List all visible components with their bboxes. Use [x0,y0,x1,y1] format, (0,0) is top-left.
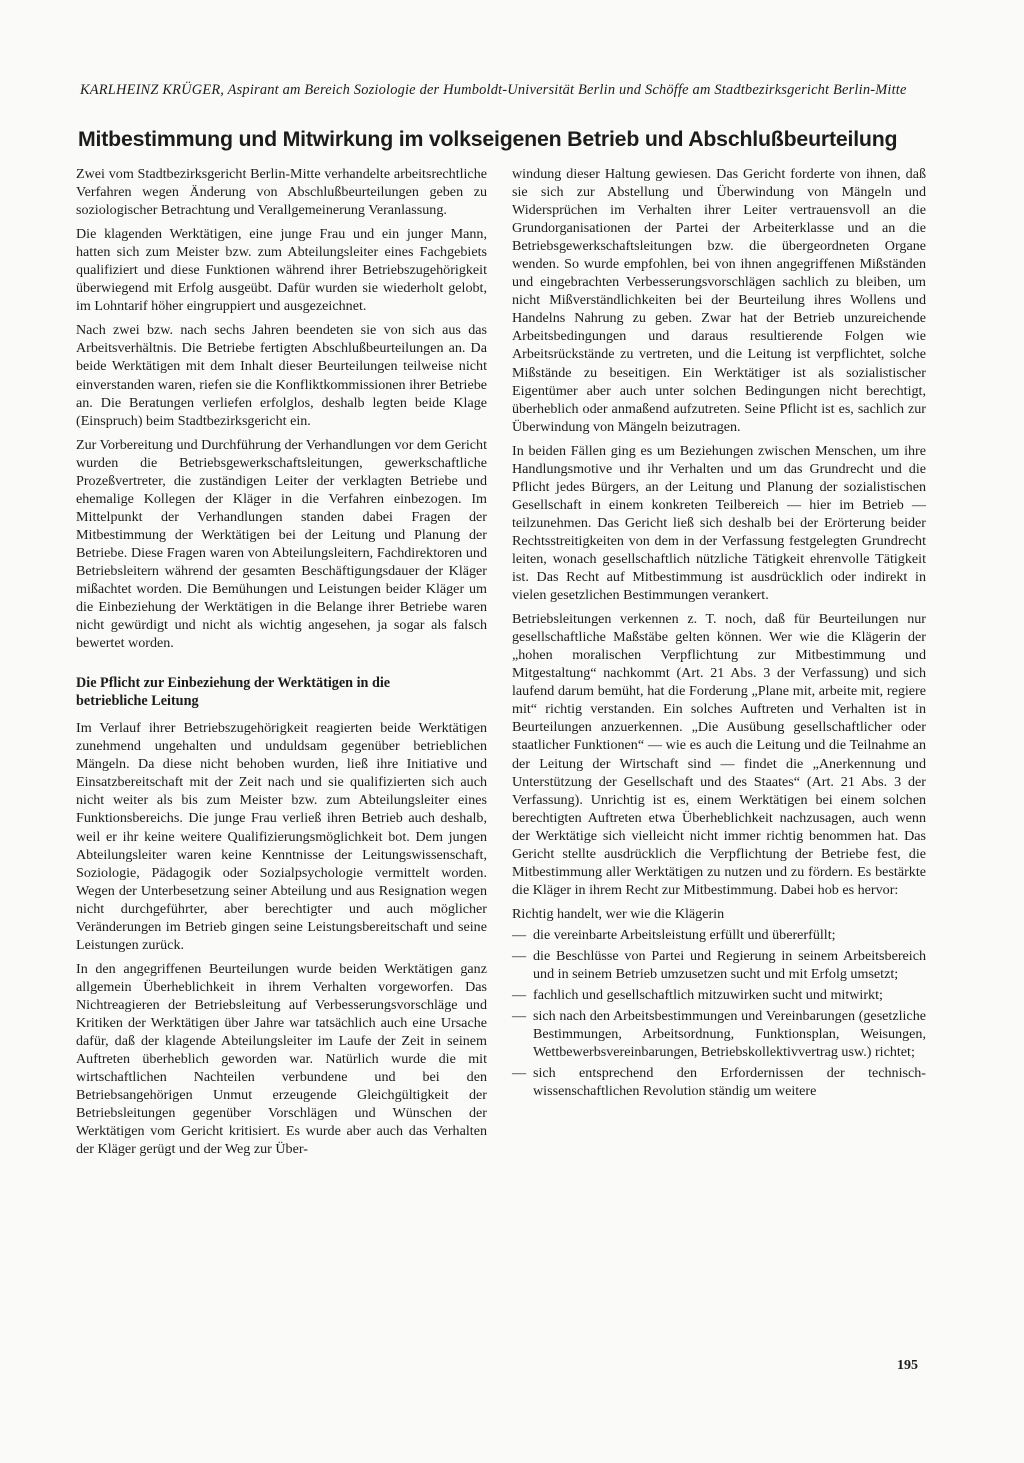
paragraph: In den angegriffenen Beurteilungen wurde beiden Werktätigen ganz allgemein Überheblichkeit in ihrem Verhalten vorgeworfen. Das Nichtreagieren der Betriebsleitung auf Verbesserungsvorschläge und Kritiken der Werktätigen über Jahre war tatsächlich auch eine Ursache dafür, daß der klagende Abteilungsleiter im Laufe der Zeit in seinem Auftreten überheblich geworden war. Natürlich wurde die mit wirtschaftlichen Nachteilen verbundene und bei den Betriebsangehörigen Unmut erzeugende Gleichgültigkeit der Betriebsleitungen gegenüber Vorschlägen und Wünschen der Werktätigen vom Gericht kritisiert. Es wurde aber auch das Verhalten der Kläger gerügt und der Weg zur Über- [76,960,487,1158]
paragraph: Betriebsleitungen verkennen z. T. noch, daß für Beurteilungen nur gesellschaftliche Maßstäbe gelten können. Wer wie die Klägerin der „hohen moralischen Verpflichtung zur Mitbestimmung und Mitgestaltung“ nachkommt (Art. 21 Abs. 3 der Verfassung) und sich laufend darum bemüht, hat die Forderung „Plane mit, arbeite mit, regiere mit“ richtig verstanden. Ein solches Auftreten und Verhalten ist in Beurteilungen anzuerkennen. „Die Ausübung gesellschaftlicher oder staatlicher Funktionen“ — wie es auch die Leitung und die Teilnahme an der Leitung der Wirtschaft sind — findet die „Anerkennung und Unterstützung der Gesellschaft und des Staates“ (Art. 21 Abs. 3 der Verfassung). Unrichtig ist es, einem Werktätigen bei einem solchen berechtigten Auftreten etwa Überheblichkeit nachzusagen, auch wenn der Werktätige sich vielleicht nicht immer richtig benommen hat. Das Gericht stellte ausdrücklich die Verpflichtung der Betriebe fest, die Mitbestimmung aller Werktätigen zu nutzen und zu fördern. Es bestärkte die Kläger in ihrem Recht zur Mitbestimmung. Dabei hob es hervor: [512,611,926,898]
dash-marker: — [512,1065,527,1082]
list-item: — sich entsprechend den Erfordernissen der technisch-wissenschaftlichen Revolution ständig um weitere [512,1065,926,1100]
list-item: — fachlich und gesellschaftlich mitzuwirken sucht und mitwirkt; [512,987,883,1004]
section-heading: Die Pflicht zur Einbeziehung der Werktätigen in die betriebliche Leitung [76,675,391,710]
dash-marker: — [512,947,527,964]
paragraph: Zur Vorbereitung und Durchführung der Verhandlungen vor dem Gericht wurden die Betriebsgewerkschaftsleitungen, gewerkschaftliche Prozeßvertreter, die zuständigen Leiter der verklagten Betriebe und ehemalige Kollegen der Kläger in die Verfahren einbezogen. Im Mittelpunkt der Verhandlungen standen dabei Fragen der Mitbestimmung der Werktätigen bei der Leitung und Planung der Betriebe. Diese Fragen waren von Abteilungsleitern, Fachdirektoren und Betriebsleitern während der gesamten Beschäftigungsdauer der Kläger mißachtet worden. Die Bemühungen und Leistungen beider Kläger um die Einbeziehung der Werktätigen in die Belange ihrer Betriebe waren nicht gewürdigt und nicht als wichtig angesehen, ja sogar als falsch bewertet worden. [76,436,487,652]
author-byline: KARLHEINZ KRÜGER, Aspirant am Bereich Soziologie der Humboldt-Universität Berlin und Schöffe am Stadtbezirksgericht Berlin-Mitte [80,82,907,98]
right-column [512,165,926,1103]
list-item: — die vereinbarte Arbeitsleistung erfüllt und übererfüllt; [512,926,836,943]
paragraph: Zwei vom Stadtbezirksgericht Berlin-Mitte verhandelte arbeitsrechtliche Verfahren wegen Änderung von Abschlußbeurteilungen geben zu soziologischer Betrachtung und Verallgemeinerung Veranlassung. [76,166,487,219]
paragraph: In beiden Fällen ging es um Beziehungen zwischen Menschen, um ihre Handlungsmotive und ihr Verhalten und um das Grundrecht und die Pflicht jedes Bürgers, an der Leitung und Planung der sozialistischen Gesellschaft in einem konkreten Teilbereich — hier im Betrieb — teilzunehmen. Das Gericht ließ sich deshalb bei der Erörterung beider Rechtsstreitigkeiten von dem in der Verfassung festgelegten Grundrecht leiten, wonach gesellschaftlich nützliche Tätigkeit ehrenvolle Tätigkeit ist. Das Recht auf Mitbestimmung ist ausdrücklich oder indirekt in vielen gesetzlichen Bestimmungen verankert. [512,442,926,604]
list-item: — sich nach den Arbeitsbestimmungen und Vereinbarungen (gesetzliche Bestimmungen, Arbeitsordnung, Funktionsplan, Weisungen, Wettbewerbsvereinbarungen, Betriebskollektivvertrag usw.) richtet; [512,1008,926,1061]
dash-marker: — [512,926,527,943]
dash-list [512,926,926,1100]
paragraph: Die klagenden Werktätigen, eine junge Frau und ein junger Mann, hatten sich zum Meister bzw. zum Abteilungsleiter eines Fachgebiets qualifiziert und diese Funktionen während ihrer Betriebszugehörigkeit überwiegend mit Erfolg ausgeübt. Dafür wurden sie wiederholt gelobt, im Lohntarif höher eingruppiert und ausgezeichnet. [76,226,487,315]
page-number: 195 [897,1358,918,1373]
dash-marker: — [512,1008,527,1025]
article-title: Mitbestimmung und Mitwirkung im volkseigenen Betrieb und Abschlußbeurteilung [78,127,898,151]
list-item: — die Beschlüsse von Partei und Regierung in seinem Arbeitsbereich und in seinem Betrieb umzusetzen sucht und mit Erfolg umsetzt; [512,947,926,983]
paragraph: Nach zwei bzw. nach sechs Jahren beendeten sie von sich aus das Arbeitsverhältnis. Die Betriebe fertigten Abschlußbeurteilungen an. Da beide Werktätigen mit dem Inhalt dieser Beurteilungen teilweise nicht einverstanden waren, riefen sie die Konfliktkommissionen ihrer Betriebe an. Die Beratungen verliefen erfolglos, deshalb legten beide Klage (Einspruch) beim Stadtbezirksgericht ein. [76,322,487,429]
paragraph: Im Verlauf ihrer Betriebszugehörigkeit reagierten beide Werktätigen zunehmend ungehalten und unduldsam gegenüber betrieblichen Mängeln. Da diese nicht behoben wurden, ließ ihre Initiative und Einsatzbereitschaft mit der Zeit nach und sie qualifizierten sich auch nicht weiter als bis zum Meister bzw. zum Abteilungsleiter eines Funktionsbereichs. Die junge Frau verließ ihren Betrieb auch deshalb, weil er ihr keine weitere Qualifizierungsmöglichkeit bot. Dem jungen Abteilungsleiter waren keine Kenntnisse der Leitungswissenschaft, Soziologie, Pädagogik oder Sozialpsychologie vermittelt worden. Wegen der Unterbesetzung seiner Abteilung und aus Resignation wegen nicht durchgeführter, aber berechtigter und auch möglicher Veränderungen im Betrieb gingen seine Leistungsbereitschaft und seine Leistungen zurück. [76,720,487,953]
list-intro: Richtig handelt, wer wie die Klägerin [512,905,725,922]
dash-marker: — [512,987,527,1004]
left-column [76,165,487,1164]
paragraph: windung dieser Haltung gewiesen. Das Gericht forderte von ihnen, daß sie sich zur Abstellung und Überwindung von Mängeln und Widersprüchen im Verhalten ihrer Leiter vertrauensvoll an die Grundorganisationen der Partei der Arbeiterklasse und an die Betriebsgewerkschaftsleitungen bzw. die übergeordneten Organe wenden. So wurde empfohlen, bei von ihnen angegriffenen Mißständen und eingebrachten Verbesserungsvorschlägen sachlich zu bleiben, um nicht Mißverständlichkeiten bei der Beurteilung ihres Wollens und Handelns Nahrung zu geben. Zwar hat der Betrieb unzureichende Arbeitsbedingungen und daraus resultierende Folgen wie Arbeitsrückstände zu vertreten, und die Leitung ist verpflichtet, solche Mißstände zu beseitigen. Ein Werktätiger ist als sozialistischer Eigentümer aber auch unter solchen Bedingungen nicht berechtigt, überheblich oder anmaßend aufzutreten. Seine Pflicht ist es, sachlich zur Überwindung von Mängeln beizutragen. [512,166,926,435]
